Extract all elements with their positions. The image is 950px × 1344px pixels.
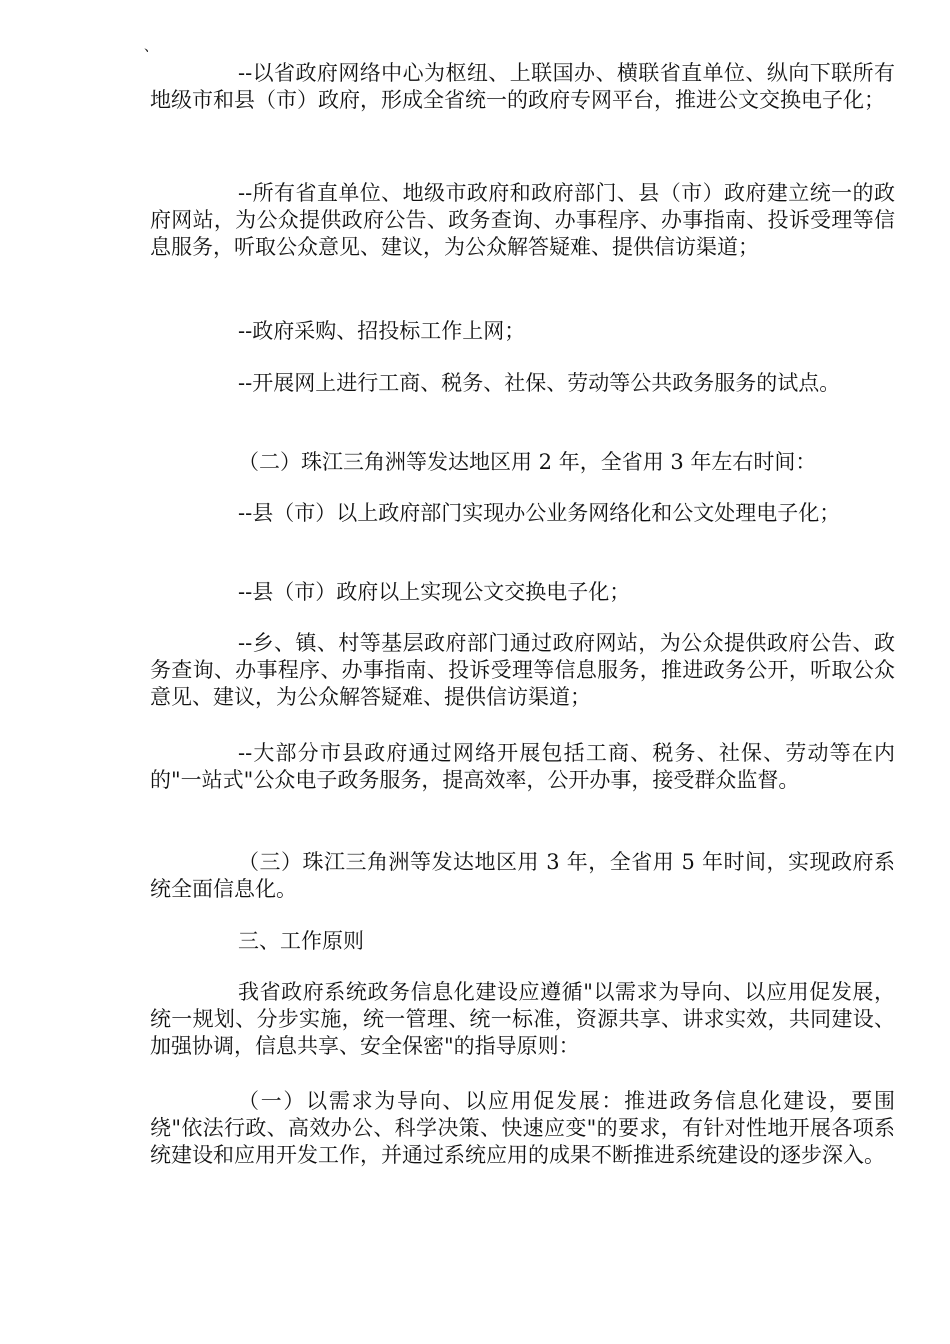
paragraph-document-exchange: --县（市）政府以上实现公文交换电子化； <box>238 580 631 604</box>
section-heading-work-principles: 三、工作原则 <box>238 929 364 953</box>
corner-mark: 、 <box>144 39 158 55</box>
paragraph-procurement-online: --政府采购、招投标工作上网； <box>238 319 526 343</box>
paragraph-government-websites: --所有省直单位、地级市政府和政府部门、县（市）政府建立统一的政府网站，为公众提供政府公告、政务查询、办事程序、办事指南、投诉受理等信息服务，听取公众意见、建议，为公众解答疑难、提供信访渠道； <box>150 181 895 259</box>
paragraph-demand-oriented: （一）以需求为导向、以应用促发展：推进政务信息化建设，要围绕"依法行政、高效办公、科学决策、快速应变"的要求，有针对性地开展各项系统建设和应用开发工作，并通过系统应用的成果不断推进系统建设的逐步深入。 <box>150 1089 895 1167</box>
paragraph-section-three: （三）珠江三角洲等发达地区用 3 年，全省用 5 年时间，实现政府系统全面信息化。 <box>150 850 895 901</box>
paragraph-one-stop-service: --大部分市县政府通过网络开展包括工商、税务、社保、劳动等在内的"一站式"公众电子政务服务，提高效率，公开办事，接受群众监督。 <box>150 741 895 792</box>
paragraph-network-center: --以省政府网络中心为枢纽、上联国办、横联省直单位、纵向下联所有地级市和县（市）政府，形成全省统一的政府专网平台，推进公文交换电子化； <box>150 61 895 112</box>
paragraph-section-two: （二）珠江三角洲等发达地区用 2 年，全省用 3 年左右时间： <box>238 450 817 474</box>
paragraph-office-networking: --县（市）以上政府部门实现办公业务网络化和公文处理电子化； <box>238 501 841 525</box>
paragraph-pilot-services: --开展网上进行工商、税务、社保、劳动等公共政务服务的试点。 <box>238 371 841 395</box>
paragraph-guiding-principles: 我省政府系统政务信息化建设应遵循"以需求为导向、以应用促发展，统一规划、分步实施，统一管理、统一标准，资源共享、讲求实效，共同建设、加强协调，信息共享、安全保密"的指导原则： <box>150 980 895 1058</box>
paragraph-grassroots-websites: --乡、镇、村等基层政府部门通过政府网站，为公众提供政府公告、政务查询、办事程序、办事指南、投诉受理等信息服务，推进政务公开，听取公众意见、建议，为公众解答疑难、提供信访渠道； <box>150 631 895 709</box>
